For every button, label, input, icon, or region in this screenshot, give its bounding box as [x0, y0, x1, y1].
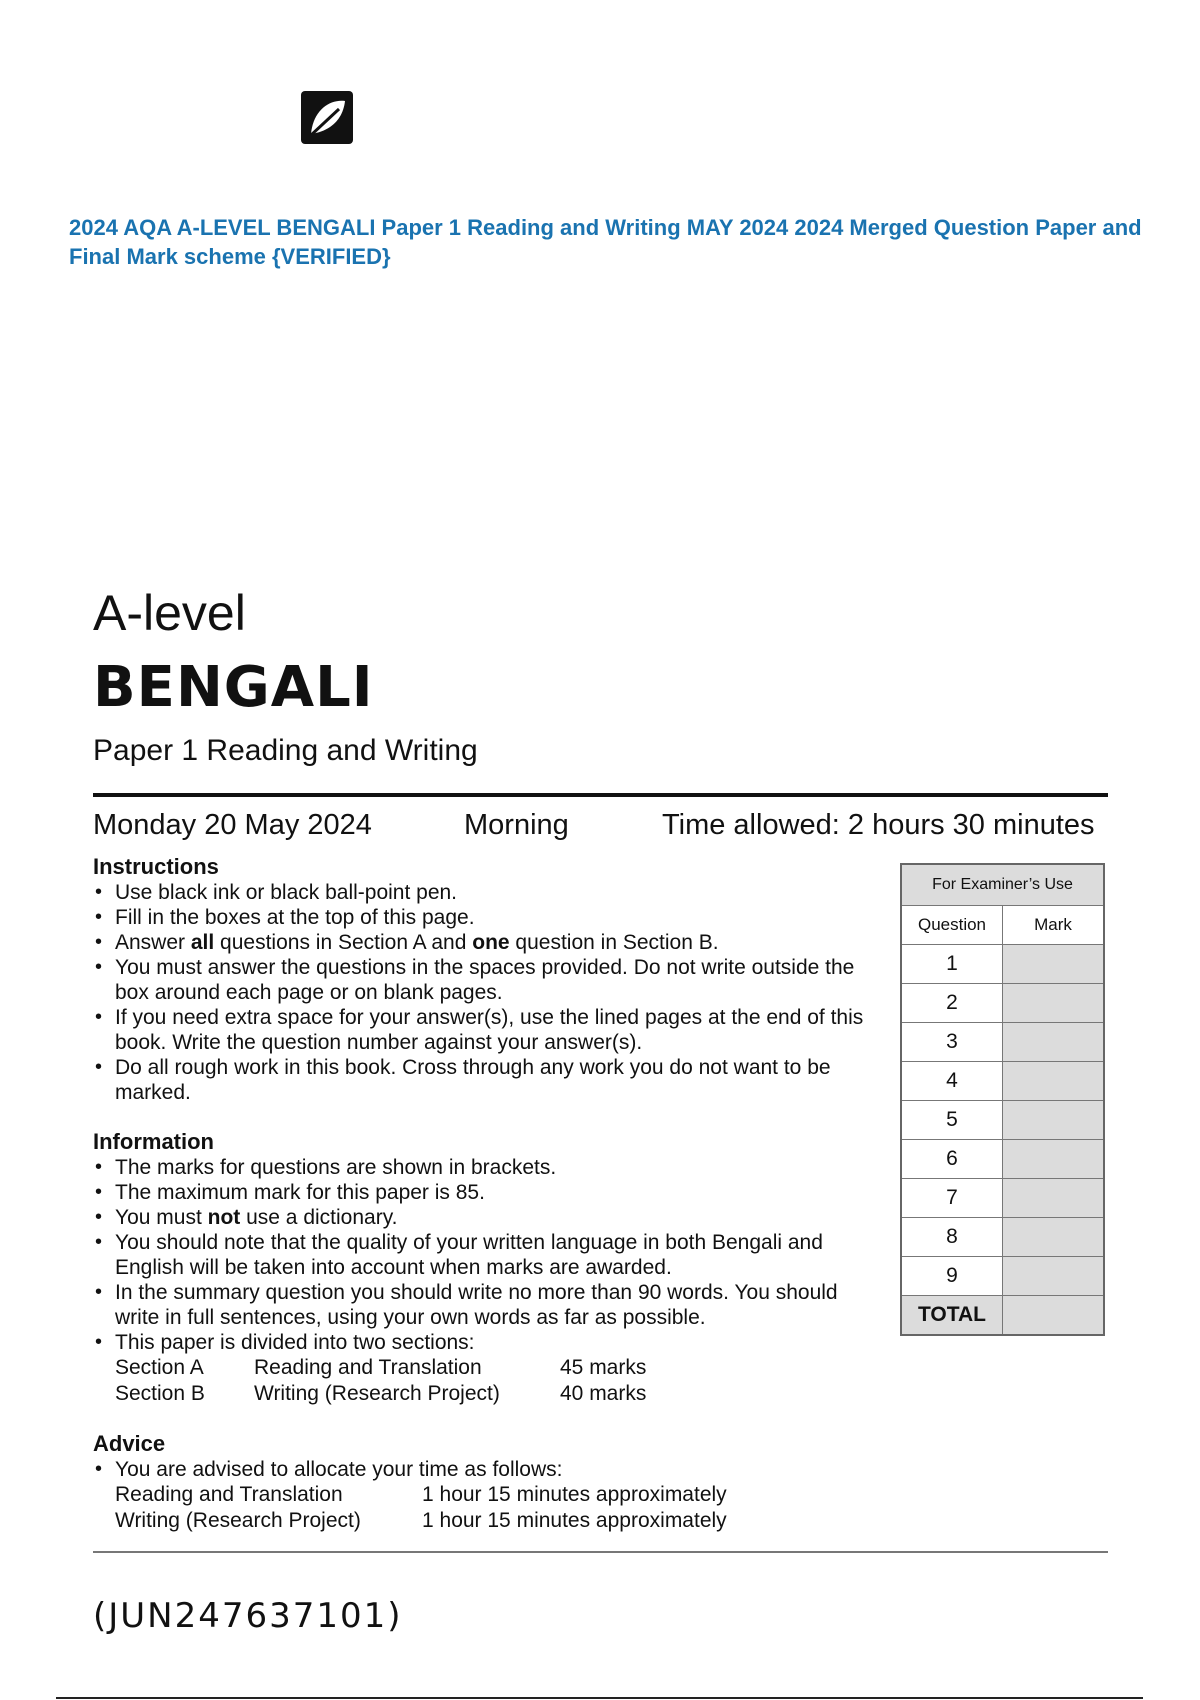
- advice-time: 1 hour 15 minutes approximately: [422, 1509, 727, 1532]
- question-number: 5: [901, 1101, 1003, 1140]
- information-item: • The maximum mark for this paper is 85.: [93, 1180, 873, 1205]
- table-row: [901, 1179, 1104, 1218]
- subject-title: BENGALI: [93, 655, 374, 720]
- mark-cell[interactable]: [1003, 1140, 1105, 1179]
- advice-time: 1 hour 15 minutes approximately: [422, 1483, 727, 1506]
- table-row: [901, 1296, 1104, 1336]
- instructions-list: [93, 880, 873, 1105]
- question-number: 4: [901, 1062, 1003, 1101]
- table-row: [901, 1257, 1104, 1296]
- instruction-item: • Use black ink or black ball-point pen.: [93, 880, 873, 905]
- total-mark-cell[interactable]: [1003, 1296, 1105, 1336]
- information-section: [93, 1129, 873, 1407]
- section-marks: 45 marks: [560, 1356, 647, 1379]
- table-row: [901, 864, 1104, 906]
- header-rule: [93, 793, 1108, 797]
- section-name: Writing (Research Project): [254, 1382, 500, 1405]
- question-number: 7: [901, 1179, 1003, 1218]
- instructions-heading: Instructions: [93, 854, 219, 879]
- question-number: 9: [901, 1257, 1003, 1296]
- information-emphasis: not: [207, 1206, 241, 1229]
- advice-item: [93, 1457, 873, 1534]
- table-row: [115, 1508, 727, 1534]
- total-label: TOTAL: [901, 1296, 1003, 1336]
- mark-cell[interactable]: [1003, 1101, 1105, 1140]
- information-list: [93, 1155, 873, 1407]
- advice-section: [93, 1431, 873, 1534]
- section-label: Section B: [115, 1382, 205, 1405]
- document-title[interactable]: 2024 AQA A-LEVEL BENGALI Paper 1 Reading and Writing MAY 2024 2024 Merged Question Paper and Final Mark scheme {VERIFIED}: [69, 215, 1142, 269]
- column-header-question: Question: [901, 906, 1003, 945]
- table-row: [901, 1140, 1104, 1179]
- examiner-header: For Examiner’s Use: [901, 864, 1104, 906]
- mark-cell[interactable]: [1003, 1023, 1105, 1062]
- instructions-section: [93, 854, 873, 1105]
- instruction-item: • If you need extra space for your answer(s), use the lined pages at the end of this book. Write the question number against your answer(s).: [93, 1005, 873, 1055]
- table-row: [901, 984, 1104, 1023]
- information-item: • In the summary question you should write no more than 90 words. You should write in full sentences, using your own words as far as possible.: [93, 1280, 873, 1330]
- examiner-use-table: [900, 863, 1105, 1336]
- instruction-item: • You must answer the questions in the spaces provided. Do not write outside the box around each page or on blank pages.: [93, 955, 873, 1005]
- exam-date: Monday 20 May 2024: [93, 809, 372, 841]
- instruction-text: questions in Section A and: [214, 931, 473, 954]
- instruction-emphasis: one: [472, 931, 510, 954]
- instruction-item: [93, 930, 873, 955]
- table-row: [901, 1101, 1104, 1140]
- instruction-text: question in Section B.: [509, 931, 719, 954]
- information-item: • The marks for questions are shown in brackets.: [93, 1155, 873, 1180]
- footer-rule: [93, 1551, 1108, 1553]
- question-number: 3: [901, 1023, 1003, 1062]
- cover-content: [93, 854, 873, 1534]
- mark-cell[interactable]: [1003, 1179, 1105, 1218]
- exam-session: Morning: [464, 809, 569, 841]
- table-row: [115, 1381, 646, 1407]
- information-item: [93, 1205, 873, 1230]
- information-text: use a dictionary.: [240, 1206, 398, 1229]
- information-text: This paper is divided into two sections:: [115, 1331, 475, 1354]
- table-row: [901, 1023, 1104, 1062]
- instruction-item: • Do all rough work in this book. Cross through any work you do not want to be marked.: [93, 1055, 873, 1105]
- table-row: [901, 1218, 1104, 1257]
- instruction-text: Answer: [115, 931, 191, 954]
- information-item: [93, 1330, 873, 1407]
- leaf-logo-icon: [299, 89, 355, 146]
- advice-task: Writing (Research Project): [115, 1509, 361, 1532]
- advice-heading: Advice: [93, 1431, 166, 1456]
- instruction-item: • Fill in the boxes at the top of this page.: [93, 905, 873, 930]
- table-row: [901, 906, 1104, 945]
- question-number: 8: [901, 1218, 1003, 1257]
- section-marks: 40 marks: [560, 1382, 647, 1405]
- information-text: You must: [115, 1206, 208, 1229]
- paper-code: (JUN247637101): [93, 1596, 403, 1636]
- advice-list: [93, 1457, 873, 1534]
- mark-cell[interactable]: [1003, 1257, 1105, 1296]
- column-header-mark: Mark: [1003, 906, 1105, 945]
- question-number: 1: [901, 945, 1003, 984]
- table-row: [901, 1062, 1104, 1101]
- question-number: 6: [901, 1140, 1003, 1179]
- page-bottom-rule: [56, 1697, 1143, 1699]
- table-row: [115, 1355, 646, 1381]
- section-label: Section A: [115, 1356, 204, 1379]
- mark-cell[interactable]: [1003, 945, 1105, 984]
- paper-title: Paper 1 Reading and Writing: [93, 734, 478, 767]
- mark-cell[interactable]: [1003, 1062, 1105, 1101]
- advice-table: [115, 1482, 727, 1534]
- table-row: [115, 1482, 727, 1508]
- information-item: • You should note that the quality of your written language in both Bengali and English will be taken into account when marks are awarded.: [93, 1230, 873, 1280]
- question-number: 2: [901, 984, 1003, 1023]
- sections-table: [115, 1355, 646, 1407]
- table-row: [901, 945, 1104, 984]
- mark-cell[interactable]: [1003, 984, 1105, 1023]
- advice-task: Reading and Translation: [115, 1483, 343, 1506]
- instruction-emphasis: all: [190, 931, 215, 954]
- advice-intro: You are advised to allocate your time as follows:: [115, 1458, 563, 1481]
- mark-cell[interactable]: [1003, 1218, 1105, 1257]
- time-allowed: Time allowed: 2 hours 30 minutes: [662, 809, 1095, 841]
- information-heading: Information: [93, 1129, 214, 1154]
- section-name: Reading and Translation: [254, 1356, 482, 1379]
- qualification-level: A-level: [93, 585, 246, 641]
